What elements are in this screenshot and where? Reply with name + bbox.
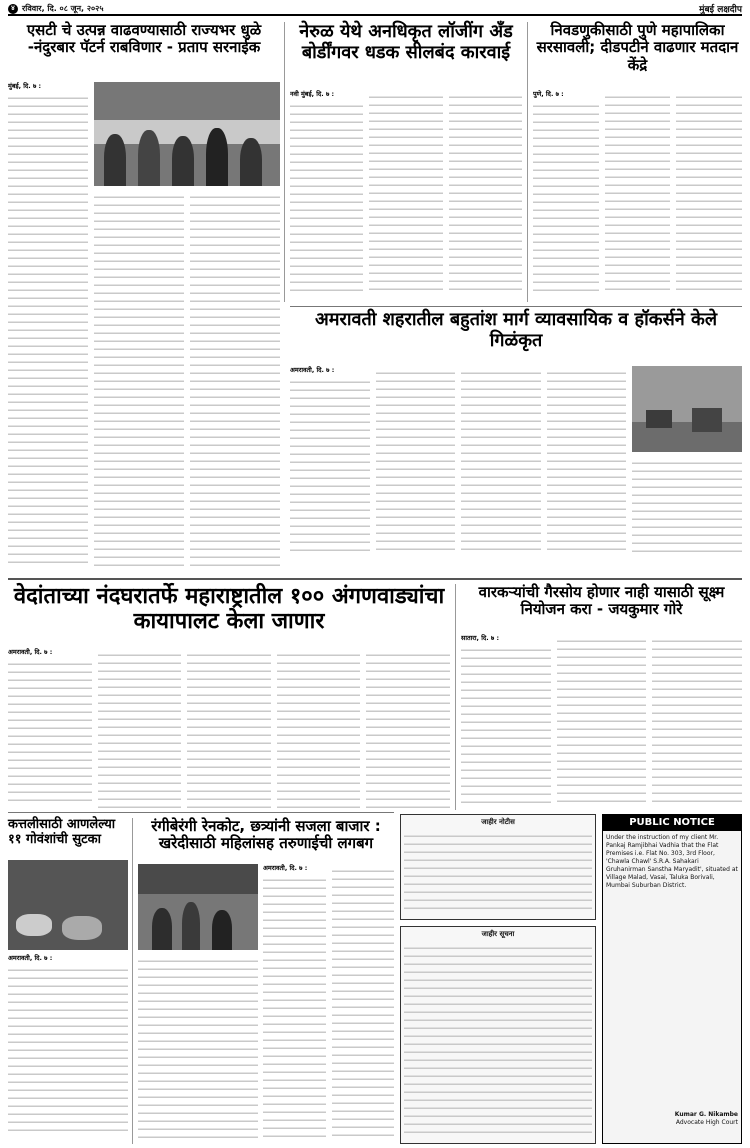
headline-varkari: वारकऱ्यांची गैरसोय होणार नाही यासाठी सूक्ष्म नियोजन करा - जयकुमार गोरे — [478, 583, 725, 619]
article-pune-elections — [533, 22, 742, 302]
headline-pune-elections: निवडणुकीसाठी पुणे महापालिका सरसावली; दीडपटीने वाढणार मतदान केंद्रे — [536, 21, 739, 74]
article-cattle-rescue — [8, 818, 128, 1144]
headline-raincoat: रंगीबेरंगी रेनकोट, छत्र्यांनी सजला बाजार : खरेदीसाठी महिलांसह तरुणाईची लगबग — [151, 817, 381, 853]
article-body — [8, 963, 128, 1135]
masthead: मुंबई लक्षदीप — [699, 5, 742, 15]
market-photo — [138, 864, 258, 950]
article-body — [461, 643, 551, 807]
dateline-nerul: नवी मुंबई, दि. ७ : — [290, 90, 335, 98]
public-notice-body: Under the instruction of my client Mr. Pankaj Ramjibhai Vadhia that the Flat Premises i.e. Flat No. 303, 3rd Floor, 'Chawla Chawl' S.R.A. Sahakari Gruhanirman Sanstha Maryadit', situated at Village Malad, Vasai, Taluka Borivali, Mumbai Suburban District. — [606, 833, 738, 890]
meeting-photo — [94, 82, 280, 186]
article-body — [557, 634, 647, 808]
notice-ad-1-title: जाहीर नोटीस — [481, 818, 515, 826]
article-body — [98, 648, 182, 808]
headline-amravati-roads: अमरावती शहरातील बहुतांश मार्ग व्यावसायिक व हॉकर्सने केले गिळंकृत — [314, 309, 718, 351]
article-varkari — [461, 584, 742, 810]
headline-nerul: नेरुळ येथे अनधिकृत लॉजींग ॲंड बोर्डींगवर धडक सीलबंद कारवाई — [299, 21, 513, 63]
article-body — [461, 366, 541, 554]
dateline-raincoat: अमरावती, दि. ७ : — [263, 864, 308, 872]
article-amravati-roads — [290, 310, 742, 556]
date-line: रविवार, दि. ०८ जून, २०२५ — [22, 4, 104, 13]
article-body — [605, 90, 671, 296]
article-body — [263, 873, 326, 1139]
article-body — [187, 648, 271, 808]
article-body — [652, 634, 742, 808]
article-st-bus — [8, 22, 280, 574]
dateline-st-bus: मुंबई, दि. ७ : — [8, 82, 42, 90]
dateline-amravati: अमरावती, दि. ७ : — [290, 366, 335, 374]
article-body — [290, 99, 363, 295]
article-nerul — [290, 22, 522, 302]
article-body — [332, 864, 395, 1140]
dateline-pune: पुणे, दि. ७ : — [533, 90, 564, 98]
dateline-cattle: अमरावती, दि. ७ : — [8, 954, 53, 962]
cattle-photo — [8, 860, 128, 950]
article-body — [547, 366, 627, 554]
public-notice-signatory: Kumar G. Nikambe — [674, 1110, 738, 1118]
article-body — [676, 90, 742, 296]
dateline-varkari: सातारा, दि. ७ : — [461, 634, 499, 642]
small-ads-strip-2 — [400, 926, 596, 1144]
article-body — [94, 190, 184, 570]
article-body — [190, 190, 280, 570]
notice-ad-2-title: जाहीर सूचना — [481, 930, 515, 938]
dateline-anganwadi: अमरावती, दि. ७ : — [8, 648, 53, 656]
public-notice-title: PUBLIC NOTICE — [603, 815, 741, 831]
article-anganwadi — [8, 584, 450, 810]
page-number: ४ — [8, 4, 18, 14]
article-body — [533, 99, 599, 295]
article-raincoat-market — [138, 818, 394, 1144]
small-ads-strip — [400, 814, 596, 920]
headline-st-bus: एसटी चे उत्पन्न वाढवण्यासाठी राज्यभर धुळे -नंदुरबार पॅटर्न राबविणार - प्रताप सरनाईक — [26, 21, 262, 57]
article-body — [449, 90, 522, 296]
ad-body — [404, 829, 592, 913]
page-info — [8, 3, 104, 14]
article-body — [376, 366, 456, 554]
article-body — [8, 91, 88, 569]
article-body — [8, 657, 92, 807]
road-photo — [632, 366, 742, 452]
public-notice-role: Advocate High Court — [675, 1118, 738, 1126]
article-body — [369, 90, 442, 296]
headline-anganwadi: वेदांताच्या नंदघरातर्फे महाराष्ट्रातील १०० अंगणवाड्यांचा कायापालट केला जाणार — [13, 584, 445, 635]
article-body — [366, 648, 450, 808]
notice-ad-2 — [400, 926, 596, 1144]
page-header — [8, 4, 742, 16]
public-notice — [602, 814, 742, 1144]
article-body — [290, 375, 370, 553]
ad-body — [404, 941, 592, 1137]
article-body — [138, 954, 258, 1140]
notice-ad-1 — [400, 814, 596, 920]
photo-caption — [632, 456, 742, 554]
headline-cattle-rescue: कत्तलीसाठी आणलेल्या ११ गोवंशांची सुटका — [8, 817, 116, 847]
article-body — [277, 648, 361, 808]
